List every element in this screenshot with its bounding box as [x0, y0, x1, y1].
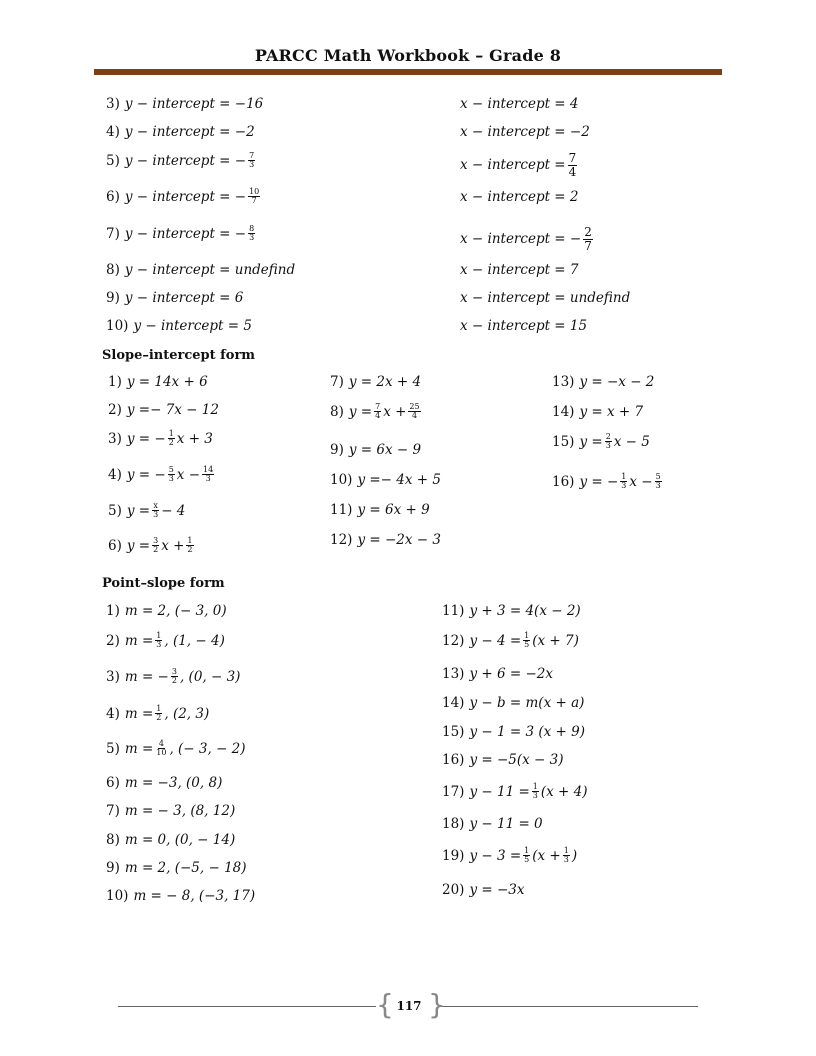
slope-intercept-item-6: 6) y = $\frac{3}{2}$ x + $\frac{1}{2}$ — [108, 536, 193, 555]
y-intercept-item-7: 7) y − intercept = − $\frac{8}{3}$ — [106, 224, 255, 243]
slope-intercept-item-13: 13) y = −x − 2 — [552, 374, 655, 390]
slope-intercept-item-15: 15) y = $\frac{2}{3}$ x − 5 — [552, 432, 650, 451]
point-slope-item-19: 19) y − 3 = $\frac{1}{5}$ (x + $\frac{1}{3}$ ) — [442, 846, 578, 865]
page-number: 117 — [396, 999, 422, 1013]
right-brace-icon: } — [428, 988, 446, 1021]
point-slope-item-11: 11) y + 3 = 4(x − 2) — [442, 603, 581, 619]
section-title-point-slope: Point–slope form — [102, 576, 225, 591]
fraction: $\frac{7}{4}$ — [568, 151, 577, 179]
footer-rule-right — [440, 1006, 698, 1007]
point-slope-item-6: 6) m = −3, (0, 8) — [106, 775, 223, 791]
point-slope-item-9: 9) m = 2, (−5, − 18) — [106, 860, 247, 876]
header-rule — [94, 69, 722, 75]
left-brace-icon: { — [376, 988, 394, 1021]
point-slope-item-17: 17) y − 11 = $\frac{1}{3}$ (x + 4) — [442, 782, 588, 801]
slope-intercept-item-3: 3) y = − $\frac{1}{2}$ x + 3 — [108, 429, 213, 448]
y-intercept-item-4: 4) y − intercept = −2 — [106, 124, 255, 140]
x-intercept-item-3: x − intercept = 4 — [460, 96, 579, 112]
x-intercept-item-7: x − intercept = − $\frac{2}{7}$ — [460, 225, 592, 253]
x-intercept-item-4: x − intercept = −2 — [460, 124, 590, 140]
page-title: PARCC Math Workbook – Grade 8 — [254, 46, 562, 65]
point-slope-item-12: 12) y − 4 = $\frac{1}{5}$ (x + 7) — [442, 631, 579, 650]
point-slope-item-5: 5) m = $\frac{4}{10}$ , (− 3, − 2) — [106, 739, 246, 758]
point-slope-item-18: 18) y − 11 = 0 — [442, 816, 543, 832]
x-intercept-item-8: x − intercept = 7 — [460, 262, 579, 278]
slope-intercept-item-5: 5) y = $\frac{x}{3}$ − 4 — [108, 501, 186, 520]
point-slope-item-20: 20) y = −3x — [442, 882, 525, 898]
point-slope-item-15: 15) y − 1 = 3 (x + 9) — [442, 724, 585, 740]
fraction: $\frac{2}{7}$ — [584, 225, 592, 253]
y-intercept-item-9: 9) y − intercept = 6 — [106, 290, 244, 306]
slope-intercept-item-1: 1) y = 14x + 6 — [108, 374, 208, 390]
point-slope-item-16: 16) y = −5(x − 3) — [442, 752, 564, 768]
footer-rule-left — [118, 1006, 376, 1007]
x-intercept-item-6: x − intercept = 2 — [460, 189, 579, 205]
x-intercept-item-10: x − intercept = 15 — [460, 318, 588, 334]
x-intercept-item-5: x − intercept = $\frac{7}{4}$ — [460, 151, 577, 179]
slope-intercept-item-2: 2) y =− 7x − 12 — [108, 402, 219, 418]
fraction: $\frac{7}{3}$ — [249, 151, 255, 170]
point-slope-item-10: 10) m = − 8, (−3, 17) — [106, 888, 256, 904]
y-intercept-item-5: 5) y − intercept = − $\frac{7}{3}$ — [106, 151, 255, 170]
y-intercept-item-3: 3) y − intercept = −16 — [106, 96, 264, 112]
fraction: $\frac{10}{7}$ — [249, 187, 260, 206]
y-intercept-item-8: 8) y − intercept = undefind — [106, 262, 296, 278]
point-slope-item-4: 4) m = $\frac{1}{2}$ , (2, 3) — [106, 704, 210, 723]
point-slope-item-7: 7) m = − 3, (8, 12) — [106, 803, 236, 819]
point-slope-item-14: 14) y − b = m(x + a) — [442, 695, 585, 711]
point-slope-item-1: 1) m = 2, (− 3, 0) — [106, 603, 227, 619]
slope-intercept-item-7: 7) y = 2x + 4 — [330, 374, 422, 390]
slope-intercept-item-4: 4) y = − $\frac{5}{3}$ x − $\frac{14}{3}$ — [108, 465, 214, 484]
point-slope-item-13: 13) y + 6 = −2x — [442, 666, 553, 682]
slope-intercept-item-16: 16) y = − $\frac{1}{3}$ x − $\frac{5}{3}$ — [552, 472, 661, 491]
y-intercept-item-6: 6) y − intercept = − $\frac{10}{7}$ — [106, 187, 260, 206]
point-slope-item-2: 2) m = $\frac{1}{3}$ , (1, − 4) — [106, 631, 225, 650]
y-intercept-item-10: 10) y − intercept = 5 — [106, 318, 252, 334]
point-slope-item-8: 8) m = 0, (0, − 14) — [106, 832, 236, 848]
slope-intercept-item-11: 11) y = 6x + 9 — [330, 502, 430, 518]
slope-intercept-item-9: 9) y = 6x − 9 — [330, 442, 422, 458]
slope-intercept-item-14: 14) y = x + 7 — [552, 404, 644, 420]
point-slope-item-3: 3) m = − $\frac{3}{2}$ , (0, − 3) — [106, 667, 241, 686]
slope-intercept-item-8: 8) y = $\frac{7}{4}$ x + $\frac{25}{4}$ — [330, 402, 420, 421]
slope-intercept-item-12: 12) y = −2x − 3 — [330, 532, 441, 548]
fraction: $\frac{8}{3}$ — [249, 224, 255, 243]
x-intercept-item-9: x − intercept = undefind — [460, 290, 631, 306]
slope-intercept-item-10: 10) y =− 4x + 5 — [330, 472, 441, 488]
section-title-slope-intercept: Slope–intercept form — [102, 348, 256, 363]
